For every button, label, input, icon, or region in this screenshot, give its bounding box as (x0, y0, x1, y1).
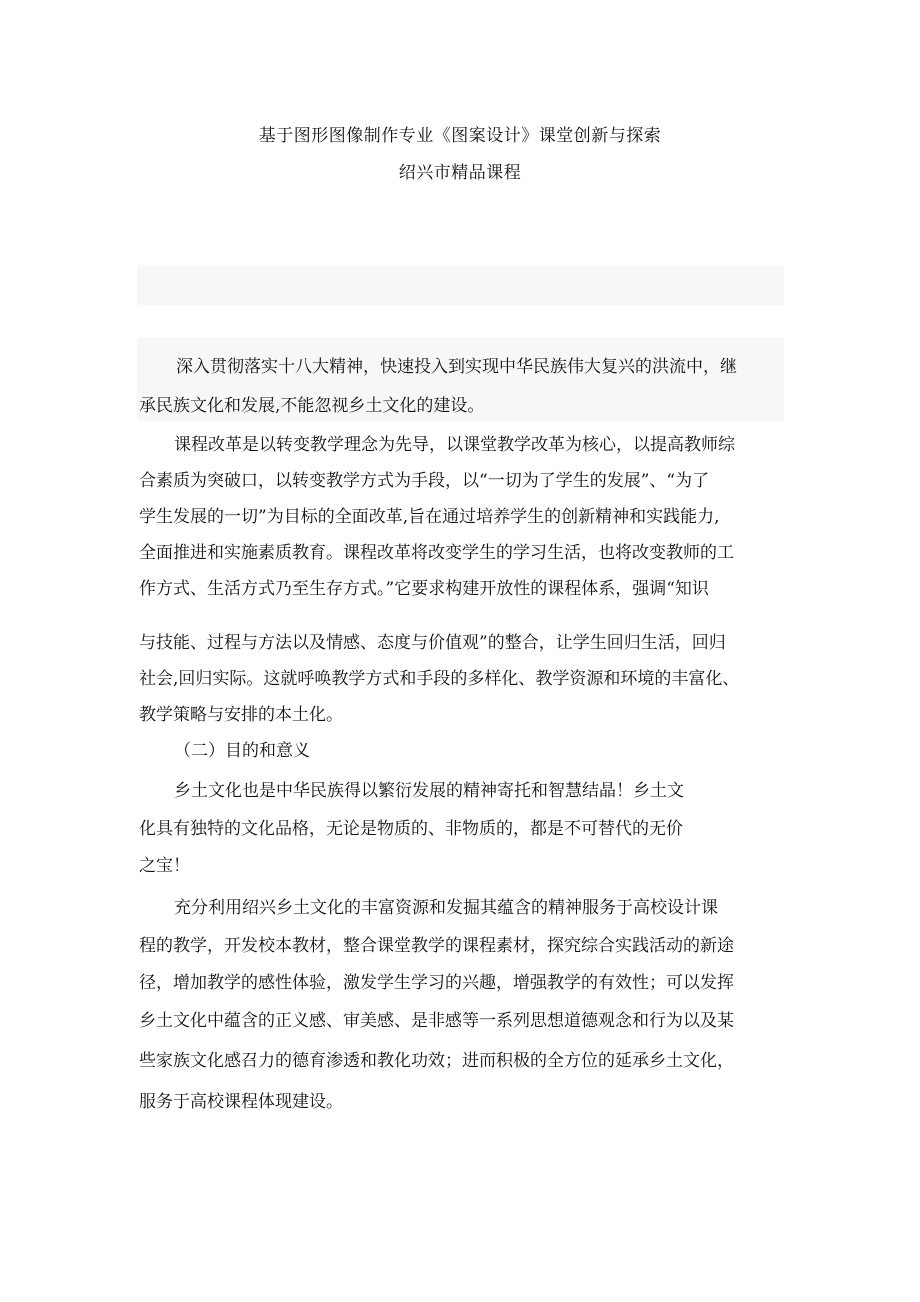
paragraph-line: 全面推进和实施素质教育。课程改革将改变学生的学习生活，也将改变教师的工 (139, 543, 734, 563)
paragraph-line: 程的教学，开发校本教材，整合课堂教学的课程素材，探究综合实践活动的新途 (139, 936, 734, 956)
paragraph-line: 些家族文化感召力的德育渗透和教化功效；进而积极的全方位的延承乡土文化， (139, 1051, 734, 1071)
paragraph-line: 教学策略与安排的本土化。 (139, 705, 343, 725)
paragraph-line: 乡土文化中蕴含的正义感、审美感、是非感等一系列思想道德观念和行为以及某 (139, 1011, 734, 1031)
paragraph-line: 学生发展的一切”为目标的全面改革,旨在通过培养学生的创新精神和实践能力, (139, 507, 720, 527)
paragraph-line: 承民族文化和发展,不能忽视乡土文化的建设。 (139, 396, 485, 416)
paragraph-line: 与技能、过程与方法以及情感、态度与价值观”的整合，让学生回归生活，回归 (139, 633, 726, 653)
document-title: 基于图形图像制作专业《图案设计》课堂创新与探索 (258, 126, 662, 146)
paragraph-line: 之宝！ (139, 856, 190, 876)
paragraph-line: 社会,回归实际。这就呼唤教学方式和手段的多样化、教学资源和环境的丰富化、 (139, 669, 740, 689)
paragraph-line: 服务于高校课程体现建设。 (139, 1092, 343, 1112)
paragraph-line: 充分利用绍兴乡土文化的丰富资源和发掘其蕴含的精神服务于高校设计课 (174, 898, 718, 918)
paragraph-line: 化具有独特的文化品格，无论是物质的、非物质的，都是不可替代的无价 (139, 819, 683, 839)
paragraph-line: 径，增加教学的感性体验，激发学生学习的兴趣，增强教学的有效性；可以发挥 (139, 973, 734, 993)
paragraph-line: 作方式、生活方式乃至生存方式。”它要求构建开放性的课程体系，强调“知识 (139, 579, 709, 599)
paragraph-line: 深入贯彻落实十八大精神，快速投入到实现中华民族伟大复兴的洪流中，继 (176, 357, 737, 377)
paragraph-line: 合素质为突破口，以转变教学方式为手段，以“一切为了学生的发展”、“为了 (139, 471, 710, 491)
section-heading-text: （二）目的和意义 (174, 741, 310, 761)
paragraph-line: 乡土文化也是中华民族得以繁衍发展的精神寄托和智慧结晶！乡土文 (174, 781, 684, 801)
paragraph-line: 课程改革是以转变教学理念为先导，以课堂教学改革为核心，以提高教师综 (174, 435, 735, 455)
document-subtitle: 绍兴市精品课程 (398, 163, 522, 183)
